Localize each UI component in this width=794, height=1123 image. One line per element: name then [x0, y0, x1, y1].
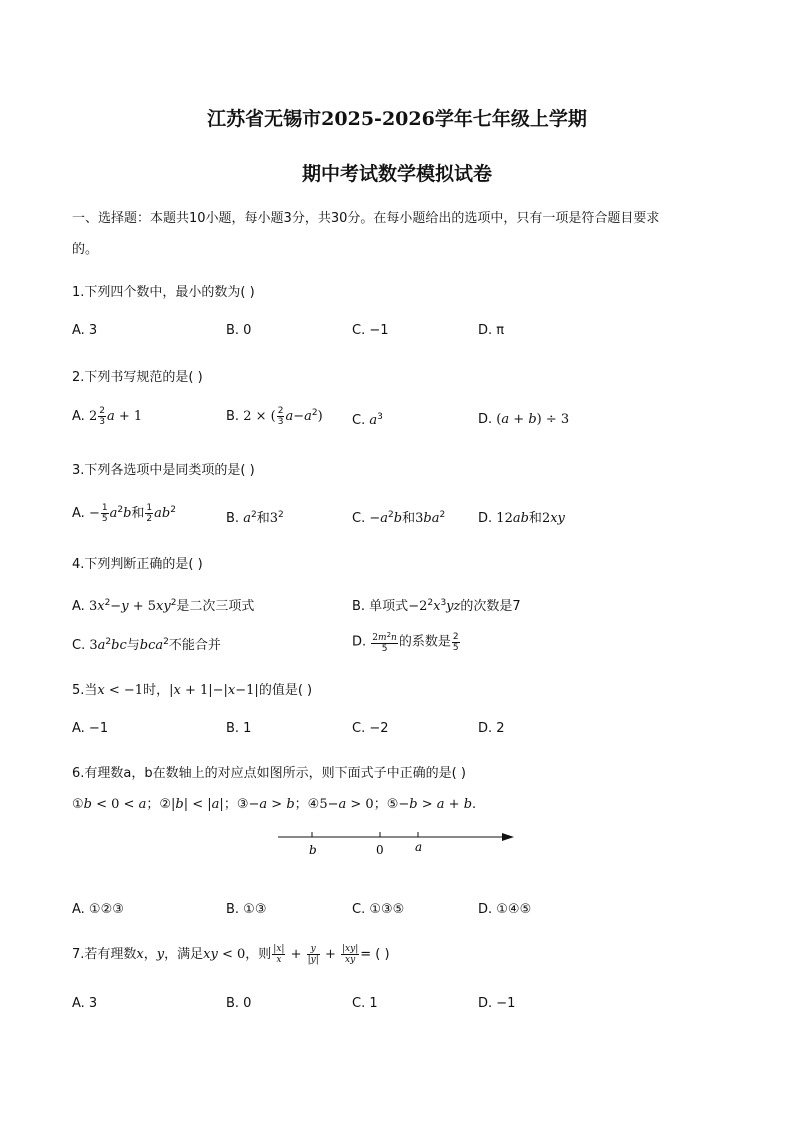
- number-line-figure: [276, 826, 520, 860]
- q5-option-a: A. −1: [72, 721, 109, 736]
- q4-option-a: A. $3x^2-y + 5xy^2$是二次三项式: [72, 598, 255, 614]
- title-line-1: 江苏省无锡市2025-2026学年七年级上学期: [207, 108, 587, 130]
- q7-option-b: B. 0: [226, 996, 252, 1011]
- q7-option-c: C. 1: [352, 996, 378, 1011]
- title-line-2: 期中考试数学模拟试卷: [301, 163, 492, 185]
- q3-option-c: C. $-a^2b$和$3ba^2$: [352, 510, 446, 526]
- q6-statements: ①b < 0 < a；②|b| < |a|；③−a > b；④5−a > 0；⑤−b > a + b.: [72, 797, 477, 812]
- q6-option-c: C. ①③⑤: [352, 902, 405, 917]
- q5-stem: 5.当x < −1时，|x + 1|−|x−1|的值是( ): [72, 683, 313, 698]
- section-heading-line-1: 一、选择题：本题共10小题，每小题3分，共30分。在每小题给出的选项中，只有一项是符合题目要求: [72, 211, 660, 226]
- q5-option-c: C. −2: [352, 721, 389, 736]
- q1-option-a: A. 3: [72, 323, 98, 338]
- q7-option-a: A. 3: [72, 996, 98, 1011]
- q4-option-b: B. 单项式$-2^2x^3yz$的次数是7: [352, 598, 521, 614]
- label-b: b: [309, 843, 317, 857]
- q3-option-a: A. − $\frac{1}{5}$ $a^2b$和 $\frac{1}{2}$ $ab^2$: [72, 503, 176, 524]
- section-heading-line-2: 的。: [72, 242, 99, 257]
- arrow-head-icon: [502, 833, 514, 841]
- q3-stem: 3.下列各选项中是同类项的是( ): [72, 463, 255, 478]
- q2-option-b: B. 2 × ( $\frac{2}{3}$ $a-a^2$): [226, 406, 323, 427]
- q4-option-c: C. $3a^2bc$与bca$^2$不能合并: [72, 637, 221, 653]
- q1-stem: 1.下列四个数中，最小的数为( ): [72, 285, 255, 300]
- q2-option-d: D. (a + b) ÷ 3: [478, 412, 570, 427]
- label-a: a: [415, 840, 423, 854]
- q6-option-b: B. ①③: [226, 902, 267, 917]
- q3-option-b: B. $a^2$和$3^2$: [226, 510, 284, 526]
- q2-option-c: C. $a^3$: [352, 412, 383, 428]
- q2-option-a: A. 2 $\frac{2}{3}$ a + 1: [72, 406, 143, 427]
- q6-stem: 6.有理数a，b在数轴上的对应点如图所示，则下面式子中正确的是( ): [72, 766, 466, 781]
- q7-stem: 7.若有理数x，y，满足xy < 0，则 $\frac{|x|}{x}$ + $\frac{y}{|y|}$ + $\frac{|xy|}{xy}$ = ( ): [72, 944, 390, 965]
- q5-option-b: B. 1: [226, 721, 252, 736]
- q1-option-d: D. π: [478, 323, 505, 338]
- q7-option-d: D. −1: [478, 996, 516, 1011]
- q1-option-b: B. 0: [226, 323, 252, 338]
- label-zero: 0: [376, 843, 384, 857]
- q1-option-c: C. −1: [352, 323, 389, 338]
- q3-option-d: D. 12ab和2xy: [478, 511, 565, 526]
- q4-option-d: D. $\frac{2m^2n}{5}$ 的系数是 $\frac{2}{5}$: [352, 631, 459, 654]
- q6-option-a: A. ①②③: [72, 902, 124, 917]
- q5-option-d: D. 2: [478, 721, 505, 736]
- q4-stem: 4.下列判断正确的是( ): [72, 557, 203, 572]
- q2-stem: 2.下列书写规范的是( ): [72, 370, 203, 385]
- q6-option-d: D. ①④⑤: [478, 902, 532, 917]
